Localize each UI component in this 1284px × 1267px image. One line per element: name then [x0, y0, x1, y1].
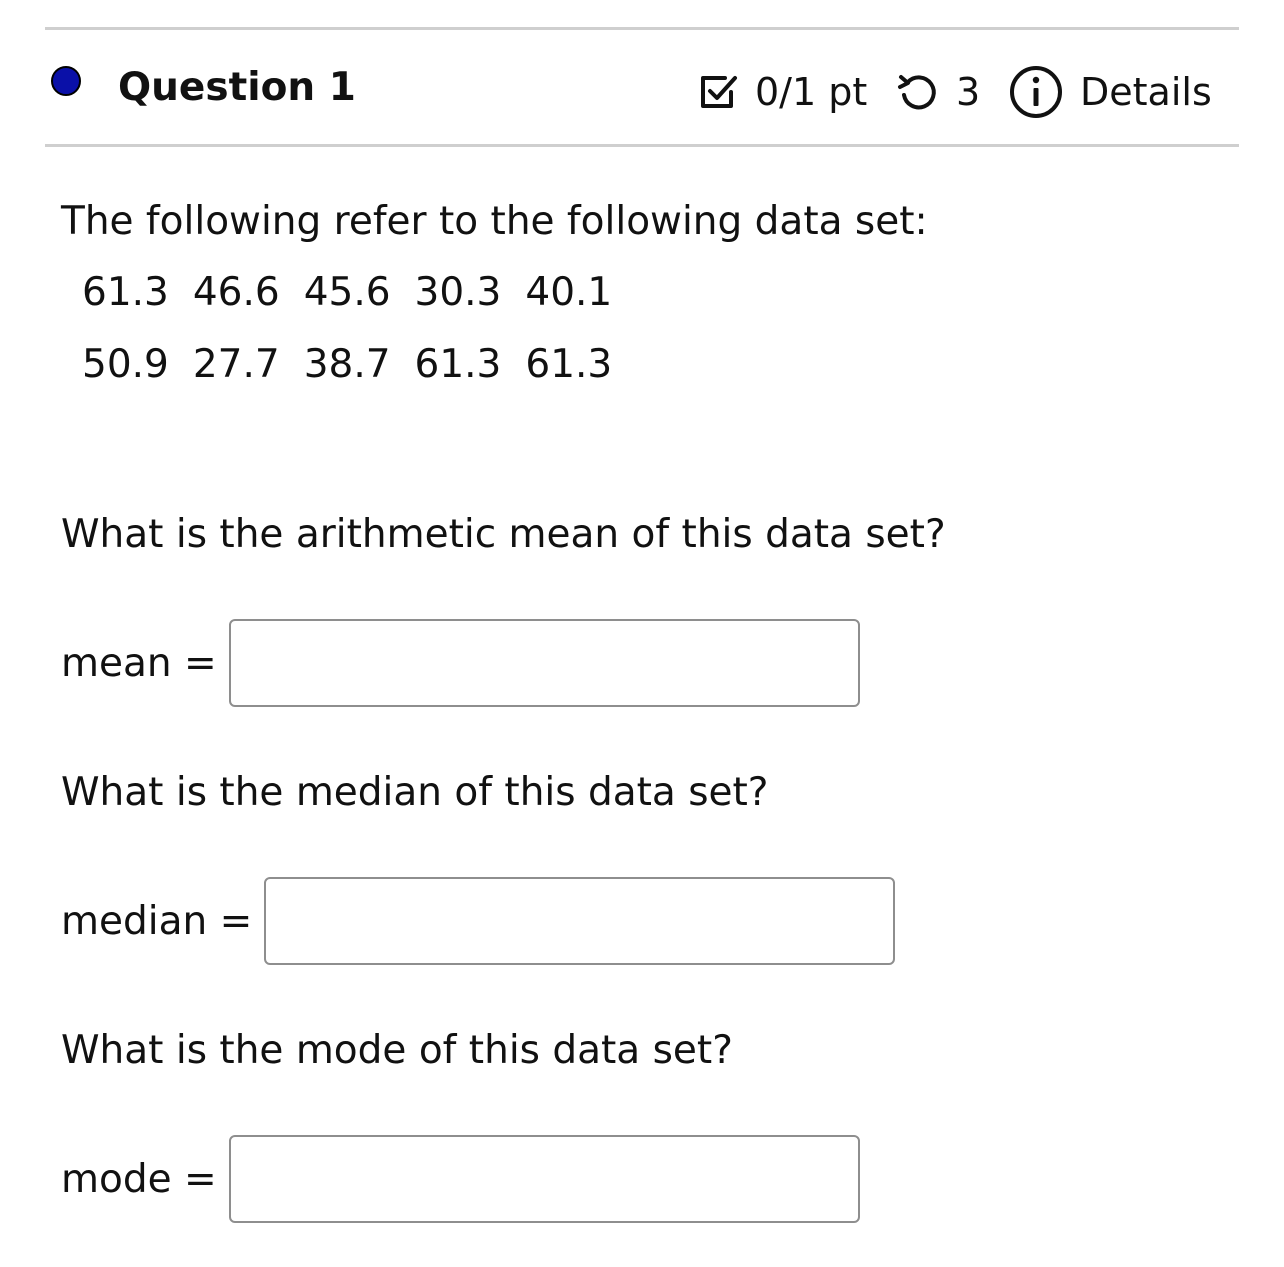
- score-text: 0/1 pt: [755, 70, 868, 114]
- mean-label: mean =: [61, 640, 217, 686]
- question-status-dot: [51, 66, 81, 96]
- retry-icon: [896, 69, 942, 115]
- mean-question: What is the arithmetic mean of this data set?: [61, 512, 946, 557]
- details-label: Details: [1080, 70, 1212, 114]
- mode-question: What is the mode of this data set?: [61, 1028, 733, 1073]
- info-icon: [1008, 64, 1064, 120]
- data-value: 50.9: [82, 341, 169, 387]
- mode-input[interactable]: [229, 1135, 860, 1223]
- data-set-table: [70, 256, 624, 400]
- details-button[interactable]: [1008, 62, 1212, 122]
- data-value: 45.6: [303, 269, 391, 315]
- median-question: What is the median of this data set?: [61, 770, 769, 815]
- data-value: 61.3: [525, 341, 613, 387]
- header-bottom-divider: [45, 144, 1239, 147]
- data-row: [70, 256, 624, 328]
- data-value: 40.1: [525, 269, 613, 315]
- question-intro: The following refer to the following data set:: [61, 199, 928, 244]
- checkbox-icon: [697, 70, 741, 114]
- data-value: 46.6: [192, 269, 280, 315]
- mode-label: mode =: [61, 1156, 217, 1202]
- score-indicator: [697, 62, 867, 122]
- data-value: 61.3: [414, 341, 502, 387]
- median-label: median =: [61, 898, 253, 944]
- data-value: 27.7: [192, 341, 280, 387]
- mode-answer-row: [61, 1134, 860, 1224]
- median-input[interactable]: [264, 877, 895, 965]
- header-top-divider: [45, 27, 1239, 30]
- median-answer-row: [61, 876, 895, 966]
- data-value: 61.3: [82, 269, 169, 315]
- data-value: 38.7: [303, 341, 391, 387]
- attempts-indicator: [896, 62, 980, 122]
- question-title: Question 1: [118, 65, 356, 110]
- mean-answer-row: [61, 618, 860, 708]
- mean-input[interactable]: [229, 619, 860, 707]
- attempts-count: 3: [956, 70, 981, 114]
- data-value: 30.3: [414, 269, 502, 315]
- data-row: [70, 328, 624, 400]
